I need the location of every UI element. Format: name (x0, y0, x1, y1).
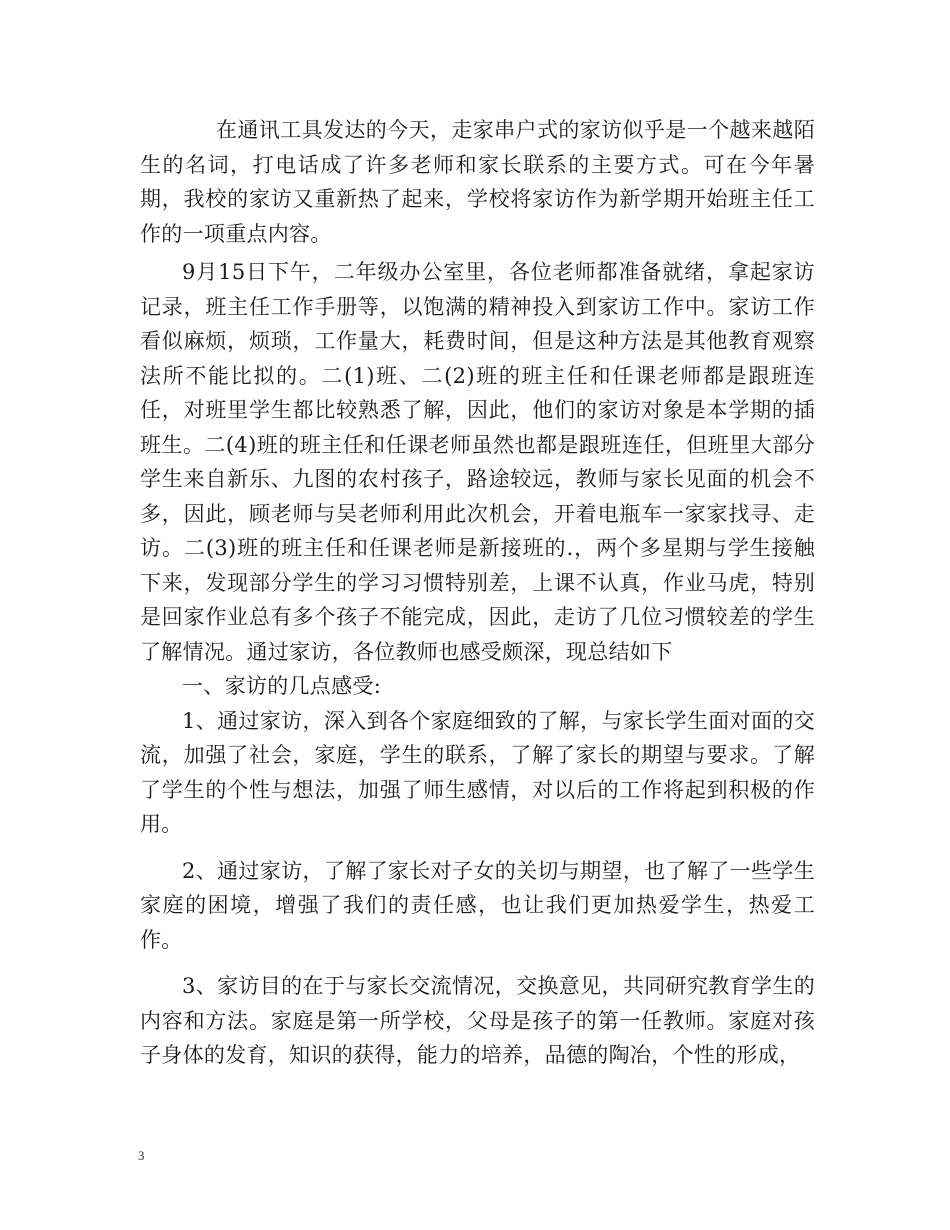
document-body (140, 113, 815, 1073)
section-heading-feelings: 一、家访的几点感受: (182, 674, 382, 698)
paragraph-feeling-3: 3、家访目的在于与家长交流情况，交换意见，共同研究教育学生的内容和方法。家庭是第一所学校，父母是孩子的第一任教师。家庭对孩子身体的发育，知识的获得，能力的培养，品德的陶冶，个性的形成， (140, 974, 815, 1067)
paragraph-feeling-2: 2、通过家访，了解了家长对子女的关切与期望，也了解了一些学生家庭的困境，增强了我们的责任感，也让我们更加热爱学生，热爱工作。 (140, 858, 815, 952)
paragraph-intro: 在通讯工具发达的今天，走家串户式的家访似乎是一个越来越陌生的名词，打电话成了许多老师和家长联系的主要方式。可在今年暑期，我校的家访又重新热了起来，学校将家访作为新学期开始班主任工作的一项重点内容。 (140, 118, 815, 246)
paragraph-visit-details: 9月15日下午，二年级办公室里，各位老师都准备就绪，拿起家访记录，班主任工作手册等，以饱满的精神投入到家访工作中。家访工作看似麻烦，烦琐，工作量大，耗费时间，但是这种方法是其他教育观察法所不能比拟的。二(1)班、二(2)班的班主任和任课老师都是跟班连任，对班里学生都比较熟悉了解，因此，他们的家访对象是本学期的插班生。二(4)班的班主任和任课老师虽然也都是跟班连任，但班里大部分学生来自新乐、九图的农村孩子，路途较远，教师与家长见面的机会不多，因此，顾老师与吴老师利用此次机会，开着电瓶车一家家找寻、走访。二(3)班的班主任和任课老师是新接班的.，两个多星期与学生接触下来，发现部分学生的学习习惯特别差，上课不认真，作业马虎，特别是回家作业总有多个孩子不能完成，因此，走访了几位习惯较差的学生了解情况。通过家访，各位教师也感受颇深，现总结如下 (140, 260, 815, 664)
paragraph-feeling-1: 1、通过家访，深入到各个家庭细致的了解，与家长学生面对面的交流，加强了社会，家庭，学生的联系，了解了家长的期望与要求。了解了学生的个性与想法，加强了师生感情，对以后的工作将起到积极的作用。 (140, 708, 815, 836)
page-number: 3 (138, 1148, 145, 1163)
